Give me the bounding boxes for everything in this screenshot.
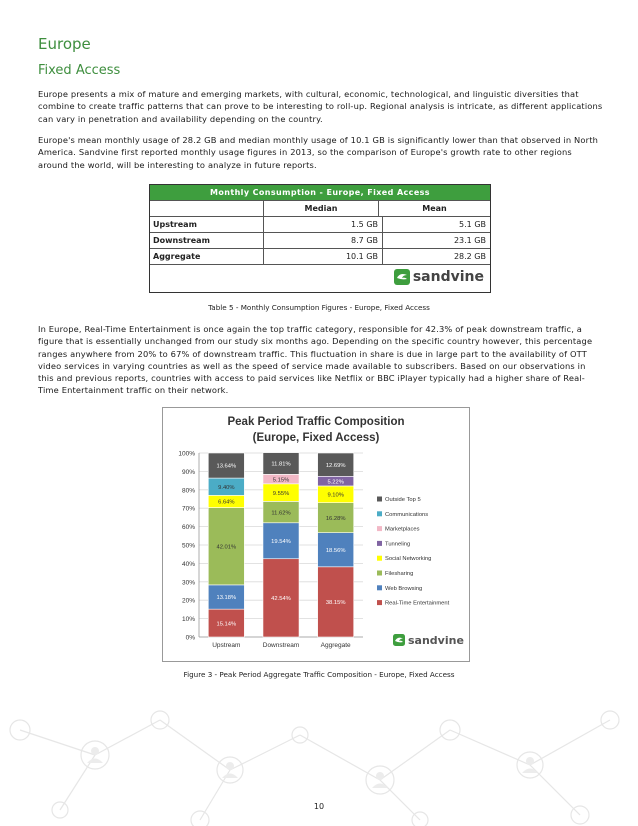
table-title: Monthly Consumption - Europe, Fixed Access	[150, 185, 490, 200]
table-header-row	[150, 200, 490, 216]
chart-subtitle: (Europe, Fixed Access)	[252, 432, 380, 444]
row-label: Aggregate	[150, 249, 264, 264]
subsection-heading: Fixed Access	[38, 63, 121, 78]
chart-sandvine-logo	[393, 634, 464, 647]
y-tick-label: 80%	[181, 487, 195, 495]
x-tick-label: Upstream	[212, 642, 241, 649]
y-tick-label: 100%	[178, 450, 195, 458]
paragraph-real-time-entertainment: In Europe, Real-Time Entertainment is once again the top traffic category, responsible for 42.3% of peak downstream traffic, a figure that is essentially unchanged from our study six months ago. Depending on the specific country however, this percentage ranges anywhere from 20% to 67% of downstream traffic. This fluctuation in share is due in large part to the availability of OTT video services in varying countries as well as the speed of service made available to subscribers. Based on our observations in this and previous reports, countries with access to paid services like Netflix or BBC iPlayer typically had a higher share of Real-Time Entertainment traffic on their network.	[38, 324, 593, 396]
x-tick-label: Downstream	[262, 642, 300, 649]
chart-logo-text: sandvine	[408, 634, 464, 647]
data-label: 9.40%	[218, 484, 235, 491]
data-label: 13.18%	[216, 595, 237, 602]
data-label: 16.28%	[325, 515, 346, 522]
data-label: 19.54%	[271, 538, 291, 545]
table-caption: Table 5 - Monthly Consumption Figures - Europe, Fixed Access	[208, 303, 430, 312]
legend-entry: Outside Top 5	[385, 497, 421, 503]
y-tick-label: 20%	[181, 597, 195, 605]
section-heading: Europe	[38, 35, 91, 53]
sandvine-logo-text: sandvine	[412, 269, 484, 285]
table-row	[150, 248, 490, 264]
row-mean: 28.2 GB	[453, 252, 486, 261]
sandvine-logo	[394, 269, 484, 285]
y-tick-label: 50%	[181, 542, 195, 550]
row-label: Upstream	[150, 217, 264, 232]
data-label: 5.15%	[272, 477, 290, 484]
data-label: 12.69%	[325, 462, 346, 469]
legend-swatch	[377, 511, 382, 516]
y-tick-label: 70%	[181, 505, 195, 513]
data-label: 42.54%	[271, 596, 291, 603]
table-row	[150, 232, 490, 248]
data-label: 15.14%	[216, 621, 237, 628]
y-tick-label: 10%	[181, 616, 195, 624]
row-median: 8.7 GB	[264, 233, 383, 248]
traffic-composition-chart	[162, 407, 470, 662]
legend-entry: Tunneling	[385, 541, 411, 548]
y-tick-label: 40%	[181, 560, 195, 568]
row-mean: 5.1 GB	[459, 220, 486, 229]
y-tick-label: 90%	[181, 468, 195, 476]
legend-entry: Filesharing	[385, 571, 414, 577]
y-tick-label: 60%	[181, 524, 195, 532]
x-tick-label: Aggregate	[320, 642, 351, 649]
data-label: 11.81%	[271, 461, 291, 468]
data-label: 9.55%	[272, 490, 290, 497]
legend-entry: Communications	[385, 511, 429, 518]
legend-entry: Marketplaces	[385, 526, 420, 533]
table-header-empty	[150, 201, 264, 216]
row-median: 10.1 GB	[264, 249, 383, 264]
chart-title: Peak Period Traffic Composition	[227, 416, 405, 428]
paragraph-usage: Europe's mean monthly usage of 28.2 GB and median monthly usage of 10.1 GB is significantly lower than that observed in North America. Sandvine first reported monthly usage figures in 2013, so the comparison of Europe's growth rate to other regions around the world, will be interesting to analyze in future reports.	[38, 135, 598, 170]
table-header-median: Median	[264, 201, 379, 216]
row-mean: 23.1 GB	[453, 236, 486, 245]
legend-swatch	[377, 571, 382, 576]
data-label: 11.62%	[271, 510, 291, 517]
legend-swatch	[377, 526, 382, 531]
monthly-consumption-table	[149, 184, 491, 293]
row-median: 1.5 GB	[264, 217, 383, 232]
table-logo-row	[150, 264, 490, 292]
legend-swatch	[377, 585, 382, 590]
row-label: Downstream	[150, 233, 264, 248]
legend-swatch	[377, 497, 382, 502]
legend-swatch	[377, 556, 382, 561]
data-label: 13.64%	[216, 463, 237, 470]
figure-caption: Figure 3 - Peak Period Aggregate Traffic Composition - Europe, Fixed Access	[183, 670, 455, 679]
data-label: 38.15%	[325, 600, 346, 607]
y-tick-label: 30%	[181, 579, 195, 587]
y-tick-label: 0%	[185, 634, 195, 642]
legend-entry: Real-Time Entertainment	[385, 600, 450, 607]
sandvine-logo-icon	[394, 269, 410, 285]
data-label: 6.64%	[218, 499, 235, 506]
table-header-mean: Mean	[422, 204, 447, 213]
legend-entry: Web Browsing	[385, 585, 423, 592]
chart-svg	[163, 408, 469, 661]
legend-swatch	[377, 600, 382, 605]
data-label: 42.01%	[216, 544, 237, 551]
data-label: 18.56%	[325, 547, 346, 554]
legend-swatch	[377, 541, 382, 546]
data-label: 5.22%	[327, 479, 344, 486]
page-number: 10	[313, 802, 325, 811]
table-row	[150, 216, 490, 232]
paragraph-intro: Europe presents a mix of mature and emerging markets, with cultural, economic, technological, and linguistic diversities that combine to create traffic patterns that can prove to be interesting to roll-up. Regional analysis is intricate, as different applications can vary in penetration and availability depending on the country.	[38, 89, 603, 124]
data-label: 9.10%	[327, 492, 344, 499]
legend-entry: Social Networking	[385, 556, 432, 563]
